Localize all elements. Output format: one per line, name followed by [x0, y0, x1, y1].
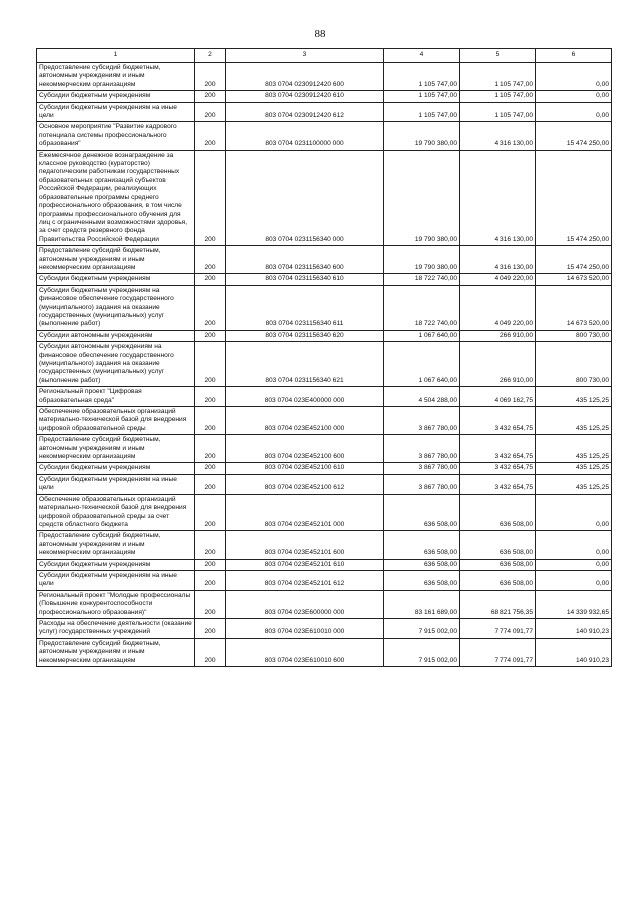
- row-name-cell: Субсидии бюджетным учреждениям на иные цели: [37, 474, 195, 494]
- column-header: 3: [226, 49, 384, 63]
- row-value-cell: 1 105 747,00: [384, 102, 460, 122]
- row-code-vr-cell: 200: [195, 494, 226, 531]
- row-name-cell: Предоставление субсидий бюджетным, автономным учреждениям и иным некоммерческим организациям: [37, 435, 195, 463]
- table-row: [37, 387, 612, 407]
- row-name-cell: Субсидии автономным учреждениям на финансовое обеспечение государственного (муниципального) задания на оказание государственных (муниципальных) услуг (выполнение работ): [37, 342, 195, 387]
- row-code-vr-cell: 200: [195, 407, 226, 435]
- row-value-cell: 3 432 654,75: [460, 474, 536, 494]
- row-code-cell: 803 0704 023E452100 000: [226, 407, 384, 435]
- table-row: [37, 102, 612, 122]
- row-code-vr-cell: 200: [195, 474, 226, 494]
- row-value-cell: 800 730,00: [536, 330, 612, 341]
- row-code-cell: 803 0704 0231156340 621: [226, 342, 384, 387]
- row-name-cell: Ежемесячное денежное вознаграждение за классное руководство (кураторство) педагогическим работникам государственных образовательных организаций субъектов Российской Федерации, реализующих образовательные программы среднего профессионального образования, в том числе программы профессионального обучения для лиц с ограниченными возможностями здоровья, за счет средств резервного фонда Правительства Российской Федерации: [37, 150, 195, 245]
- row-code-cell: 803 0704 023E600000 000: [226, 590, 384, 618]
- row-code-cell: 803 0704 0230912420 612: [226, 102, 384, 122]
- row-value-cell: 636 508,00: [384, 559, 460, 570]
- row-value-cell: 7 915 002,00: [384, 638, 460, 666]
- row-code-vr-cell: 200: [195, 590, 226, 618]
- table-row: [37, 122, 612, 150]
- row-value-cell: 435 125,25: [536, 463, 612, 474]
- row-name-cell: Предоставление субсидий бюджетным, автономным учреждениям и иным некоммерческим организациям: [37, 638, 195, 666]
- row-value-cell: 0,00: [536, 570, 612, 590]
- column-header: 1: [37, 49, 195, 63]
- row-name-cell: Региональный проект "Цифровая образовательная среда": [37, 387, 195, 407]
- row-value-cell: 7 774 091,77: [460, 618, 536, 638]
- table-row: [37, 246, 612, 274]
- table-row: [37, 618, 612, 638]
- row-value-cell: 266 910,00: [460, 330, 536, 341]
- row-name-cell: Субсидии бюджетным учреждениям на финансовое обеспечение государственного (муниципального) задания на оказание государственных (муниципальных) услуг (выполнение работ): [37, 285, 195, 330]
- row-value-cell: 1 105 747,00: [460, 102, 536, 122]
- table-row: [37, 435, 612, 463]
- row-name-cell: Субсидии бюджетным учреждениям: [37, 463, 195, 474]
- row-value-cell: 4 504 288,00: [384, 387, 460, 407]
- row-value-cell: 636 508,00: [384, 494, 460, 531]
- row-value-cell: 4 049 220,00: [460, 274, 536, 285]
- row-value-cell: 636 508,00: [460, 570, 536, 590]
- table-row: [37, 474, 612, 494]
- row-value-cell: 15 474 250,00: [536, 246, 612, 274]
- row-code-cell: 803 0704 023E452100 600: [226, 435, 384, 463]
- row-value-cell: 435 125,25: [536, 435, 612, 463]
- row-code-cell: 803 0704 0231156340 610: [226, 274, 384, 285]
- row-value-cell: 3 432 654,75: [460, 407, 536, 435]
- row-name-cell: Субсидии бюджетным учреждениям: [37, 91, 195, 102]
- table-row: [37, 463, 612, 474]
- row-name-cell: Основное мероприятие "Развитие кадрового потенциала системы профессионального образования": [37, 122, 195, 150]
- row-value-cell: 636 508,00: [460, 494, 536, 531]
- row-value-cell: 1 105 747,00: [384, 91, 460, 102]
- row-value-cell: 1 105 747,00: [384, 63, 460, 91]
- row-code-cell: 803 0704 023E452100 610: [226, 463, 384, 474]
- row-value-cell: 4 316 130,00: [460, 150, 536, 245]
- column-header: 2: [195, 49, 226, 63]
- row-code-vr-cell: 200: [195, 150, 226, 245]
- row-name-cell: Предоставление субсидий бюджетным, автономным учреждениям и иным некоммерческим организациям: [37, 63, 195, 91]
- row-value-cell: 3 867 780,00: [384, 474, 460, 494]
- row-value-cell: 3 867 780,00: [384, 407, 460, 435]
- page-number: 88: [314, 28, 326, 40]
- row-name-cell: Расходы на обеспечение деятельности (оказание услуг) государственных учреждений: [37, 618, 195, 638]
- column-header: 6: [536, 49, 612, 63]
- table-row: [37, 638, 612, 666]
- row-code-cell: 803 0704 023E452101 600: [226, 531, 384, 559]
- row-name-cell: Субсидии бюджетным учреждениям: [37, 559, 195, 570]
- row-value-cell: 14 673 520,00: [536, 285, 612, 330]
- row-value-cell: 68 821 756,35: [460, 590, 536, 618]
- row-value-cell: 15 474 250,00: [536, 122, 612, 150]
- row-code-vr-cell: 200: [195, 246, 226, 274]
- row-value-cell: 3 432 654,75: [460, 463, 536, 474]
- row-value-cell: 14 339 932,65: [536, 590, 612, 618]
- row-name-cell: Предоставление субсидий бюджетным, автономным учреждениям и иным некоммерческим организациям: [37, 246, 195, 274]
- row-value-cell: 1 105 747,00: [460, 63, 536, 91]
- table-row: [37, 91, 612, 102]
- row-code-vr-cell: 200: [195, 274, 226, 285]
- table-row: [37, 63, 612, 91]
- table-row: [37, 150, 612, 245]
- row-code-vr-cell: 200: [195, 387, 226, 407]
- row-value-cell: 636 508,00: [384, 531, 460, 559]
- row-code-cell: 803 0704 023E400000 000: [226, 387, 384, 407]
- row-value-cell: 636 508,00: [460, 559, 536, 570]
- row-code-cell: 803 0704 0231100000 000: [226, 122, 384, 150]
- row-code-vr-cell: 200: [195, 638, 226, 666]
- budget-table: [36, 48, 612, 667]
- row-value-cell: 636 508,00: [460, 531, 536, 559]
- row-value-cell: 3 432 654,75: [460, 435, 536, 463]
- table-header-row: [37, 49, 612, 63]
- row-value-cell: 435 125,25: [536, 387, 612, 407]
- row-value-cell: 1 067 640,00: [384, 342, 460, 387]
- row-value-cell: 19 790 380,00: [384, 246, 460, 274]
- row-code-vr-cell: 200: [195, 570, 226, 590]
- row-code-vr-cell: 200: [195, 122, 226, 150]
- row-value-cell: 1 067 640,00: [384, 330, 460, 341]
- row-value-cell: 0,00: [536, 531, 612, 559]
- row-value-cell: 140 910,23: [536, 638, 612, 666]
- row-value-cell: 18 722 740,00: [384, 285, 460, 330]
- column-header: 5: [460, 49, 536, 63]
- table-row: [37, 285, 612, 330]
- row-code-vr-cell: 200: [195, 435, 226, 463]
- row-code-vr-cell: 200: [195, 330, 226, 341]
- row-value-cell: 15 474 250,00: [536, 150, 612, 245]
- row-value-cell: 0,00: [536, 102, 612, 122]
- row-code-cell: 803 0704 0230912420 600: [226, 63, 384, 91]
- row-value-cell: 19 790 380,00: [384, 150, 460, 245]
- table-row: [37, 407, 612, 435]
- row-value-cell: 3 867 780,00: [384, 435, 460, 463]
- row-value-cell: 3 867 780,00: [384, 463, 460, 474]
- column-header: 4: [384, 49, 460, 63]
- row-value-cell: 0,00: [536, 63, 612, 91]
- row-value-cell: 435 125,25: [536, 474, 612, 494]
- row-code-vr-cell: 200: [195, 102, 226, 122]
- row-value-cell: 14 673 520,00: [536, 274, 612, 285]
- table-row: [37, 570, 612, 590]
- row-code-vr-cell: 200: [195, 618, 226, 638]
- row-value-cell: 4 069 162,75: [460, 387, 536, 407]
- row-value-cell: 7 774 091,77: [460, 638, 536, 666]
- row-value-cell: 4 049 220,00: [460, 285, 536, 330]
- row-code-vr-cell: 200: [195, 91, 226, 102]
- table-row: [37, 590, 612, 618]
- row-name-cell: Предоставление субсидий бюджетным, автономным учреждениям и иным некоммерческим организациям: [37, 531, 195, 559]
- row-code-cell: 803 0704 023E610010 000: [226, 618, 384, 638]
- row-name-cell: Обеспечение образовательных организаций материально-технической базой для внедрения цифровой образовательной среды: [37, 407, 195, 435]
- row-value-cell: 4 316 130,00: [460, 246, 536, 274]
- row-code-cell: 803 0704 023E610010 600: [226, 638, 384, 666]
- row-code-cell: 803 0704 023E452101 610: [226, 559, 384, 570]
- row-value-cell: 19 790 380,00: [384, 122, 460, 150]
- row-value-cell: 636 508,00: [384, 570, 460, 590]
- row-name-cell: Субсидии бюджетным учреждениям на иные цели: [37, 102, 195, 122]
- row-code-cell: 803 0704 023E452101 000: [226, 494, 384, 531]
- row-value-cell: 266 910,00: [460, 342, 536, 387]
- table-row: [37, 559, 612, 570]
- row-code-vr-cell: 200: [195, 63, 226, 91]
- row-code-cell: 803 0704 0231156340 600: [226, 246, 384, 274]
- row-value-cell: 140 910,23: [536, 618, 612, 638]
- row-value-cell: 435 125,25: [536, 407, 612, 435]
- row-code-cell: 803 0704 023E452100 612: [226, 474, 384, 494]
- table-row: [37, 494, 612, 531]
- row-value-cell: 7 915 002,00: [384, 618, 460, 638]
- table-row: [37, 342, 612, 387]
- row-code-vr-cell: 200: [195, 342, 226, 387]
- table-row: [37, 531, 612, 559]
- row-code-cell: 803 0704 0230912420 610: [226, 91, 384, 102]
- row-value-cell: 83 161 689,00: [384, 590, 460, 618]
- row-name-cell: Субсидии автономным учреждениям: [37, 330, 195, 341]
- row-value-cell: 0,00: [536, 494, 612, 531]
- row-value-cell: 4 316 130,00: [460, 122, 536, 150]
- table-row: [37, 274, 612, 285]
- row-name-cell: Субсидии бюджетным учреждениям на иные цели: [37, 570, 195, 590]
- table-body: [37, 63, 612, 667]
- row-code-vr-cell: 200: [195, 559, 226, 570]
- row-value-cell: 800 730,00: [536, 342, 612, 387]
- row-code-vr-cell: 200: [195, 285, 226, 330]
- row-code-cell: 803 0704 0231156340 620: [226, 330, 384, 341]
- row-code-cell: 803 0704 0231156340 000: [226, 150, 384, 245]
- row-name-cell: Обеспечение образовательных организаций материально-технической базой для внедрения цифровой образовательной среды за счет средств областного бюджета: [37, 494, 195, 531]
- row-code-cell: 803 0704 0231156340 611: [226, 285, 384, 330]
- row-value-cell: 0,00: [536, 559, 612, 570]
- row-code-vr-cell: 200: [195, 531, 226, 559]
- row-value-cell: 1 105 747,00: [460, 91, 536, 102]
- row-name-cell: Региональный проект "Молодые профессионалы (Повышение конкурентоспособности профессионального образования)": [37, 590, 195, 618]
- row-value-cell: 0,00: [536, 91, 612, 102]
- row-value-cell: 18 722 740,00: [384, 274, 460, 285]
- row-code-vr-cell: 200: [195, 463, 226, 474]
- row-code-cell: 803 0704 023E452101 612: [226, 570, 384, 590]
- table-row: [37, 330, 612, 341]
- row-name-cell: Субсидии бюджетным учреждениям: [37, 274, 195, 285]
